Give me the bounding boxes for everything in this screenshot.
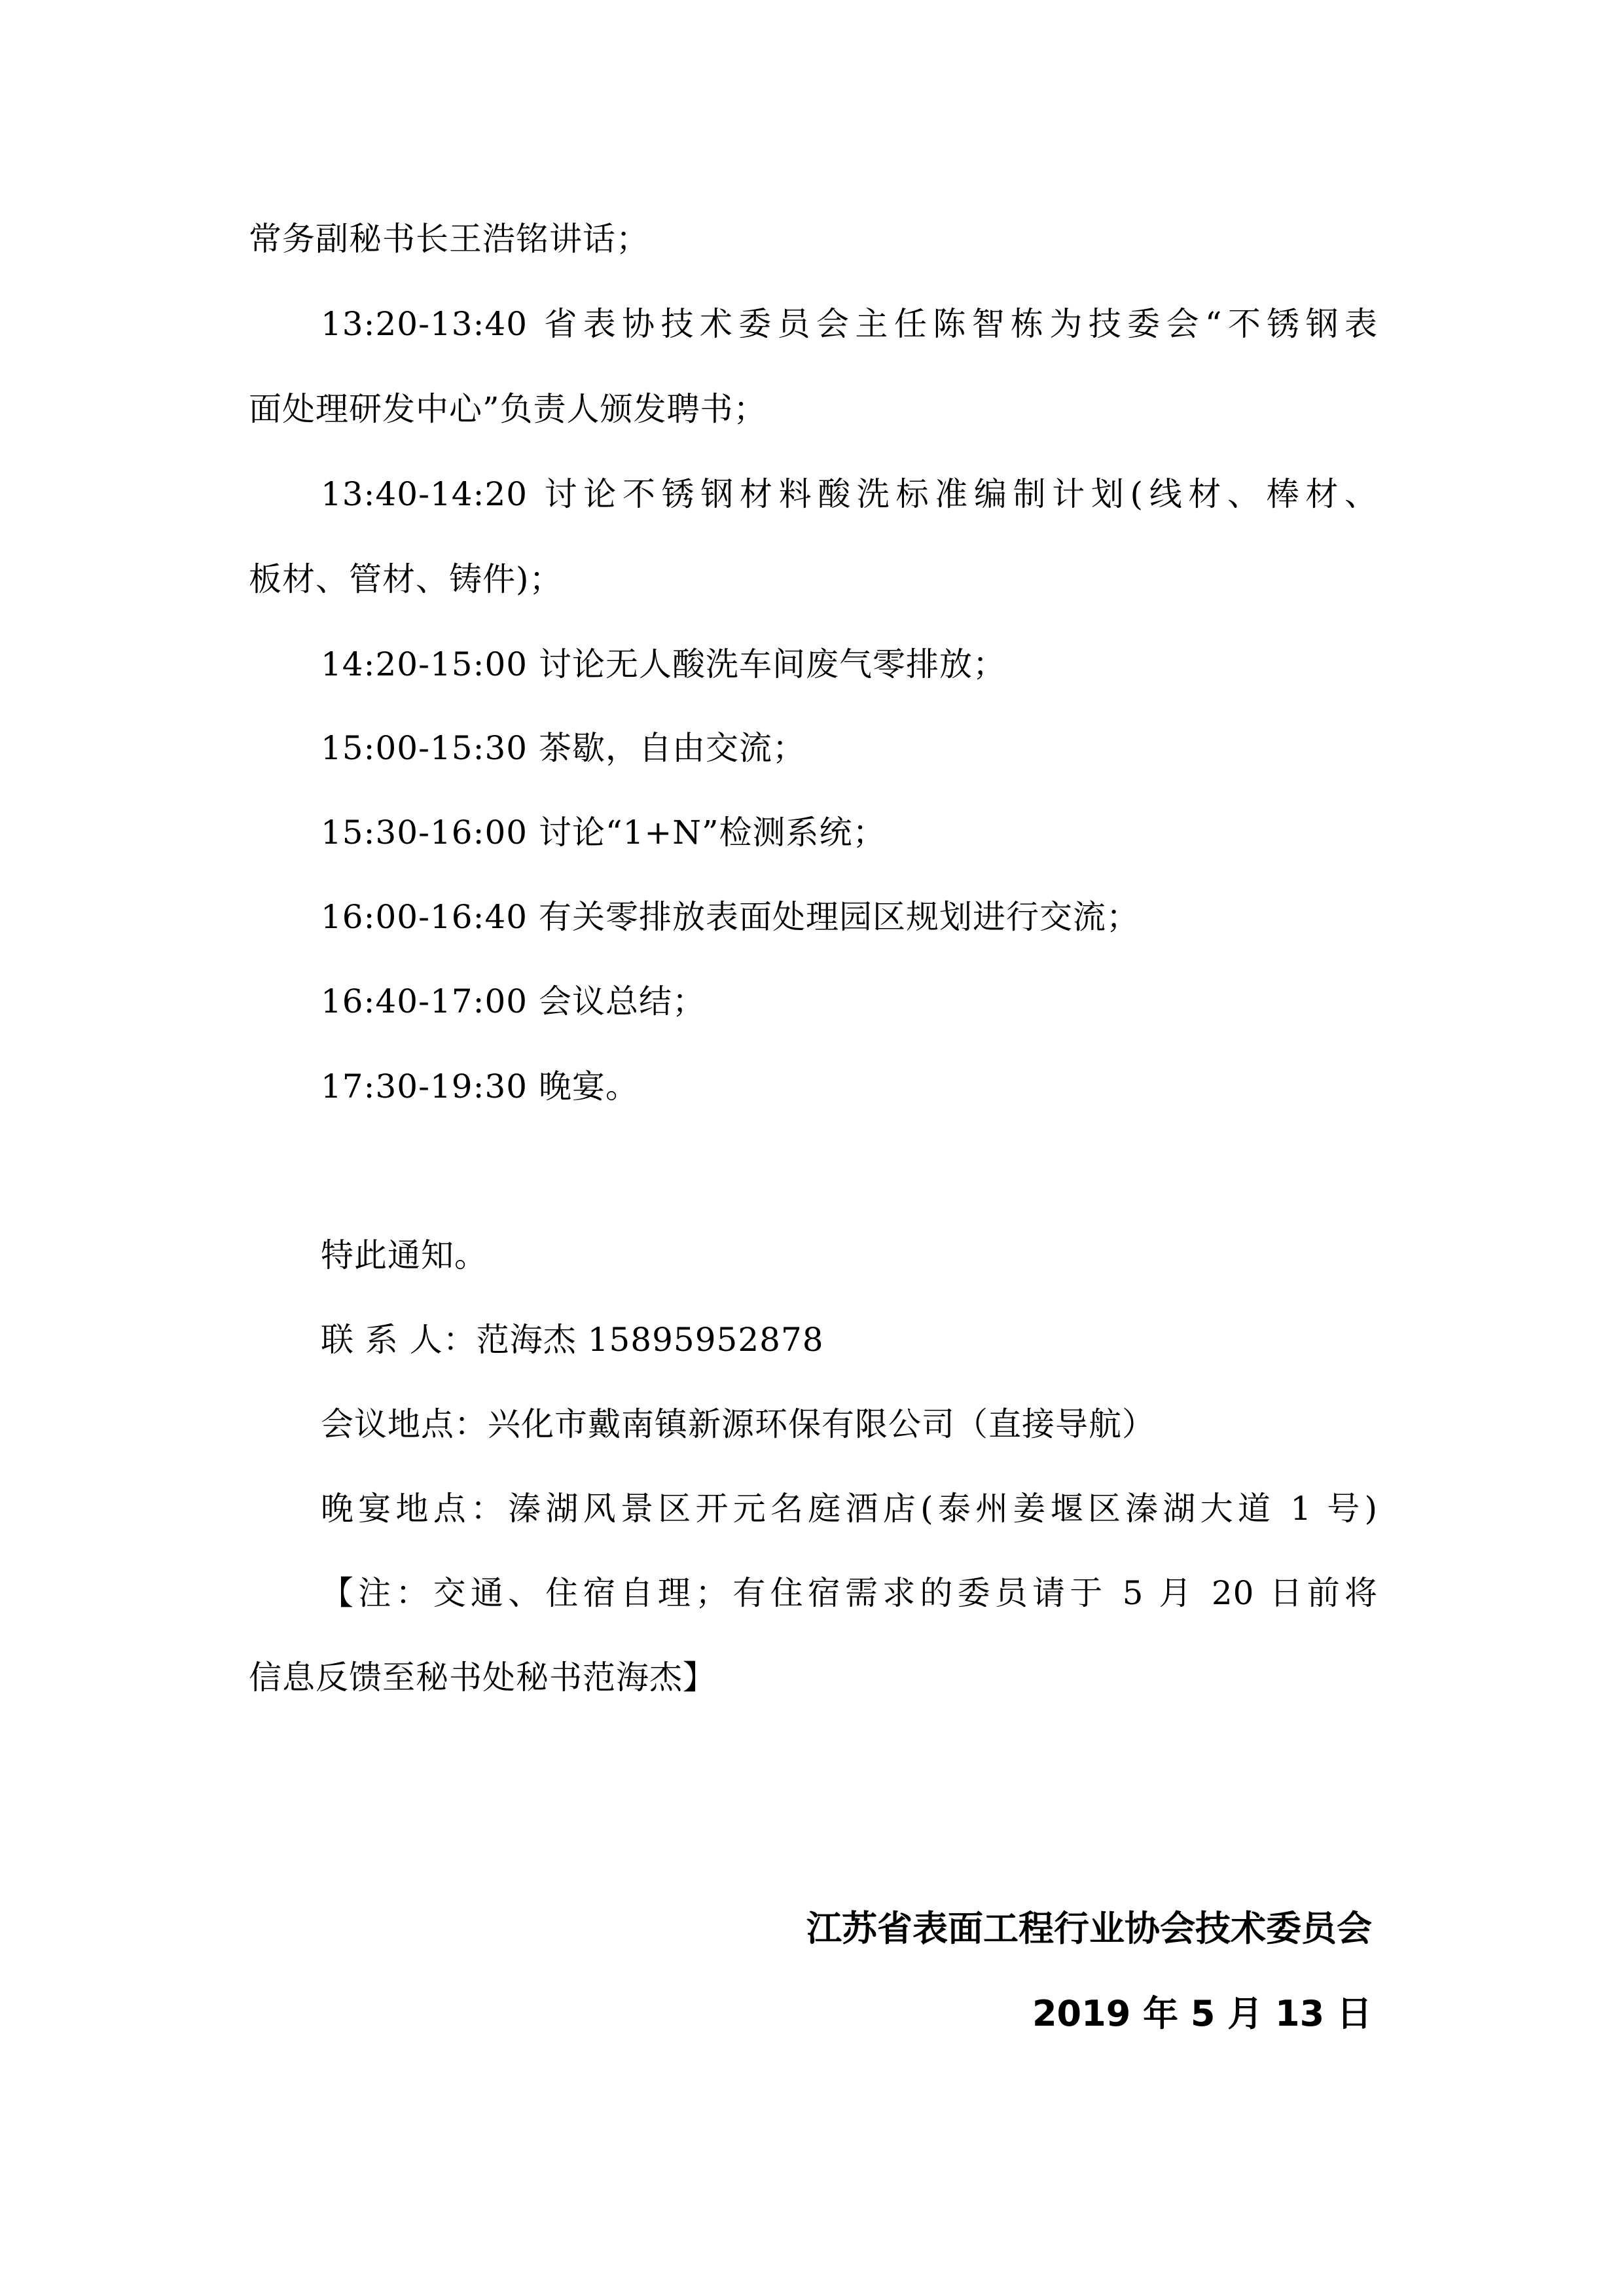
agenda-line-standards-2: 板材、管材、铸件)； bbox=[249, 560, 563, 598]
agenda-line-tea-break: 15:00-15:30 茶歇，自由交流； bbox=[321, 729, 806, 767]
agenda-line-certificate-1: 13:20-13:40 省表协技术委员会主任陈智栋为技委会“不锈钢表 bbox=[321, 305, 1378, 343]
agenda-line-emissions: 14:20-15:00 讨论无人酸洗车间废气零排放； bbox=[321, 645, 1006, 683]
signing-organization: 江苏省表面工程行业协会技术委员会 bbox=[806, 1908, 1372, 1949]
agenda-line-park-planning: 16:00-16:40 有关零排放表面处理园区规划进行交流； bbox=[321, 898, 1140, 936]
meeting-venue: 会议地点：兴化市戴南镇新源环保有限公司（直接导航） bbox=[321, 1405, 1155, 1443]
document-date: 2019 年 5 月 13 日 bbox=[1032, 1993, 1372, 2034]
note-line-2: 信息反馈至秘书处秘书范海杰】 bbox=[249, 1659, 716, 1696]
notice-closing: 特此通知。 bbox=[321, 1236, 488, 1274]
agenda-line-summary: 16:40-17:00 会议总结； bbox=[321, 982, 706, 1020]
agenda-line-certificate-2: 面处理研发中心”负责人颁发聘书； bbox=[249, 390, 767, 428]
dinner-venue: 晚宴地点：溱湖风景区开元名庭酒店(泰州姜堰区溱湖大道 1 号) bbox=[321, 1490, 1378, 1528]
agenda-line-speech: 常务副秘书长王浩铭讲话； bbox=[249, 220, 649, 258]
agenda-line-testing-system: 15:30-16:00 讨论“1+N”检测系统； bbox=[321, 814, 886, 852]
contact-person: 联 系 人：范海杰 15895952878 bbox=[321, 1321, 824, 1359]
agenda-line-dinner: 17:30-19:30 晚宴。 bbox=[321, 1067, 639, 1105]
agenda-line-standards-1: 13:40-14:20 讨论不锈钢材料酸洗标准编制计划(线材、棒材、 bbox=[321, 475, 1378, 513]
note-line-1: 【注：交通、住宿自理；有住宿需求的委员请于 5 月 20 日前将 bbox=[321, 1574, 1378, 1612]
